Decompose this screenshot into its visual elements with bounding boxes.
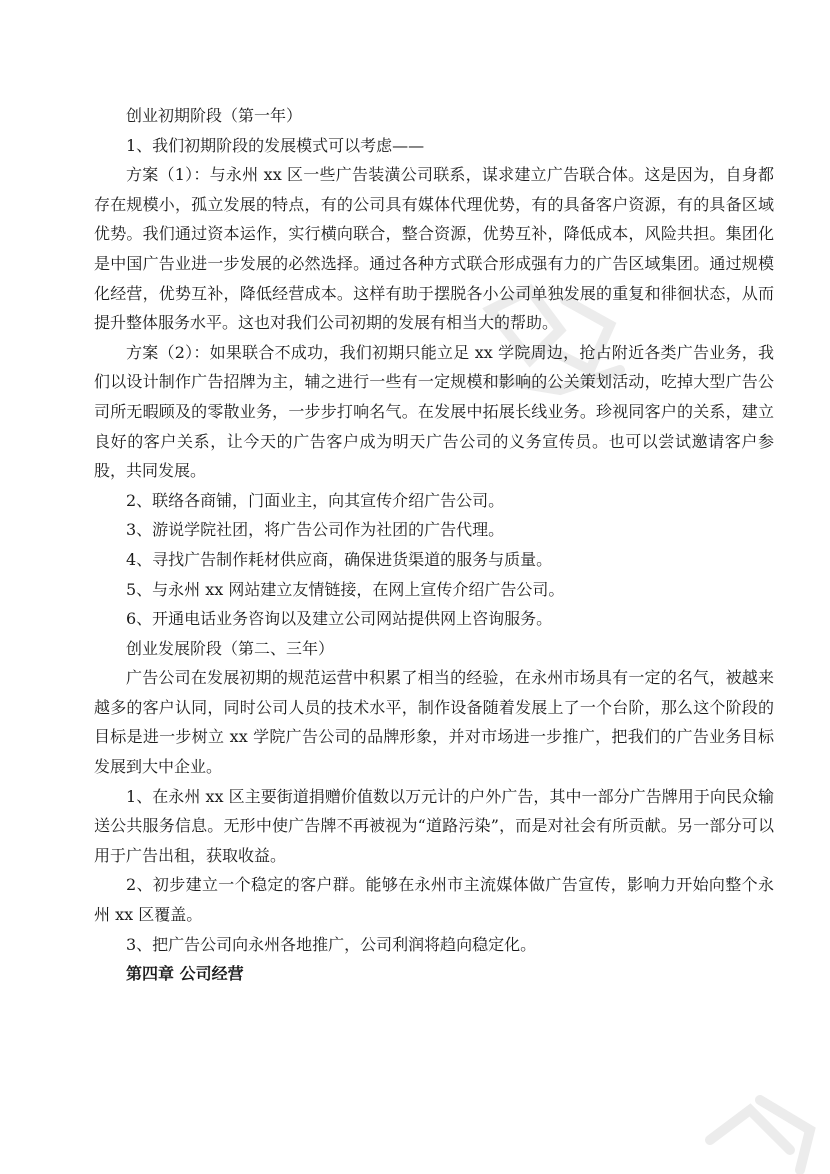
list-item-5: 5、与永州 xx 网站建立友情链接，在网上宣传介绍广告公司。 [126,579,565,599]
list-item-4: 4、寻找广告制作耗材供应商，确保进货渠道的服务与质量。 [126,549,553,569]
section-title-startup-phase: 创业初期阶段（第一年） [126,106,303,125]
section-title-growth-phase: 创业发展阶段（第二、三年） [126,638,335,658]
paragraph-plan-1: 方案（1）：与永州 xx 区一些广告装潢公司联系，谋求建立广告联合体。这是因为，自身都存在规模小，孤立发展的特点，有的公司具有媒体代理优势，有的具备客户资源，有的具备区域优势。我们通过资本运作，实行横向联合，整合资源，优势互补，降低成本，风险共担。集团化是中国广告业进一步发展的必然选择。通过各种方式联合形成强有力的广告区域集团。通过规模化经营，优势互补，降低经营成本。这样有助于摆脱各小公司单独发展的重复和徘徊状态，从而提升整体服务水平。这也对我们公司初期的发展有相当大的帮助。 [94,165,774,333]
growth-item-1: 1、在永州 xx 区主要街道捐赠价值数以万元计的户外广告，其中一部分广告牌用于向民众输送公共服务信息。无形中使广告牌不再被视为“道路污染”，而是对社会有所贡献。另一部分可以用于广告出租，获取收益。 [94,786,774,865]
chapter-heading: 第四章 公司经营 [126,964,244,984]
paragraph-plan-2: 方案（2）：如果联合不成功，我们初期只能立足 xx 学院周边，抢占附近各类广告业务，我们以设计制作广告招牌为主，辅之进行一些有一定规模和影响的公关策划活动，吃掉大型广告公司所无暇顾及的零散业务，一步步打响名气。在发展中拓展长线业务。珍视同客户的关系，建立良好的客户关系，让今天的广告客户成为明天广告公司的义务宣传员。也可以尝试邀请客户参股，共同发展。 [94,342,774,481]
list-item-6: 6、开通电话业务咨询以及建立公司网站提供网上咨询服务。 [126,609,553,629]
paragraph-growth-summary: 广告公司在发展初期的规范运营中积累了相当的经验，在永州市场具有一定的名气，被越来越多的客户认同，同时公司人员的技术水平，制作设备随着发展上了一个台阶，那么这个阶段的目标是进一步树立 xx 学院广告公司的品牌形象，并对市场进一步推广，把我们的广告业务目标发展到大中企业。 [94,668,774,777]
list-item-3: 3、游说学院社团，将广告公司作为社团的广告代理。 [126,520,505,540]
paragraph-development-mode: 1、我们初期阶段的发展模式可以考虑—— [126,135,425,155]
growth-item-2: 2、初步建立一个稳定的客户群。能够在永州市主流媒体做广告宣传，影响力开始向整个永州 xx 区覆盖。 [94,875,774,925]
growth-item-3: 3、把广告公司向永州各地推广，公司利润将趋向稳定化。 [126,934,537,954]
document-body [94,101,774,989]
watermark-logo-corner [690,1080,830,1174]
list-item-2: 2、联络各商铺，门面业主，向其宣传介绍广告公司。 [126,490,505,510]
